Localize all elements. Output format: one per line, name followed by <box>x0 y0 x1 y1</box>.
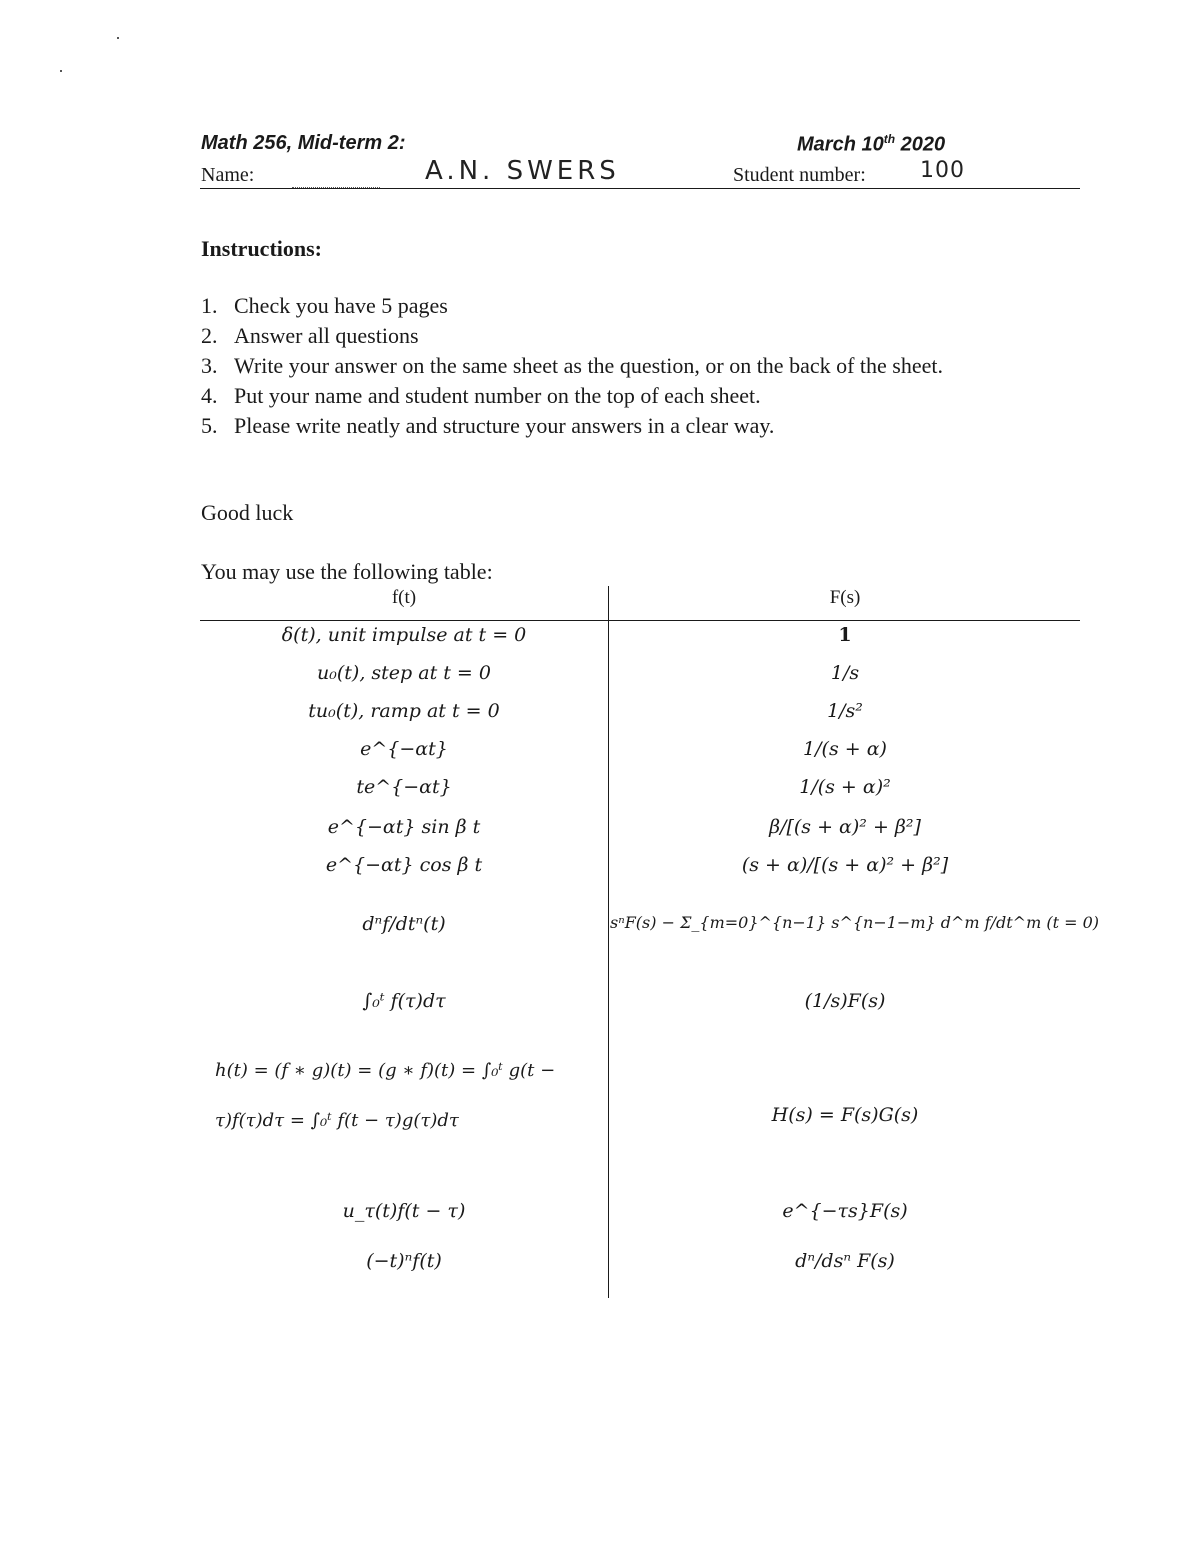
student-number-label: Student number: <box>733 164 866 186</box>
scan-speck <box>60 70 62 72</box>
list-item: 5. Please write neatly and structure your answers in a clear way. <box>201 413 775 438</box>
table-row-F-texp: 1/(s + α)² <box>799 776 891 798</box>
table-header-f: f(t) <box>391 587 417 608</box>
table-row-F-exp: 1/(s + α) <box>803 738 887 760</box>
table-intro: You may use the following table: <box>201 559 493 584</box>
table-row-f-exp: e^{−αt} <box>360 738 448 760</box>
table-header-rule <box>200 620 1080 621</box>
table-row-F-derivative: sⁿF(s) − Σ_{m=0}^{n−1} s^{n−1−m} d^m f/dt^m (t = 0) <box>610 913 1099 932</box>
good-luck: Good luck <box>201 500 294 525</box>
student-number-value: 100 <box>920 158 965 183</box>
table-row-F-cos: (s + α)/[(s + α)² + β²] <box>741 854 949 876</box>
date-main: March 10 <box>797 133 884 156</box>
exam-date <box>797 132 945 157</box>
table-row-F-shift: e^{−τs}F(s) <box>782 1200 908 1222</box>
scan-speck <box>117 37 119 39</box>
table-row-F-impulse: 1 <box>838 624 852 646</box>
table-row-F-convolution: H(s) = F(s)G(s) <box>771 1104 919 1126</box>
table-row-f-convolution: h(t) = (f ∗ g)(t) = (g ∗ f)(t) = ∫₀ᵗ g(t − τ)f(τ)dτ = ∫₀ᵗ f(t − τ)g(τ)dτ <box>215 1060 556 1131</box>
table-header-F: F(s) <box>829 587 861 608</box>
table-row-f-impulse: δ(t), unit impulse at t = 0 <box>281 624 527 646</box>
table-row-F-ramp: 1/s² <box>827 700 863 722</box>
name-label: Name: <box>201 164 255 186</box>
table-row-F-sin: β/[(s + α)² + β²] <box>769 816 921 838</box>
list-item: 4. Put your name and student number on the top of each sheet. <box>201 383 761 408</box>
table-row-F-integral: (1/s)F(s) <box>804 990 886 1012</box>
list-item: 3. Write your answer on the same sheet as the question, or on the back of the sheet. <box>201 353 944 378</box>
table-row-F-step: 1/s <box>830 662 860 684</box>
table-row-f-ramp: tu₀(t), ramp at t = 0 <box>308 700 500 722</box>
table-row-f-sin: e^{−αt} sin β t <box>327 816 481 838</box>
table-row-f-cos: e^{−αt} cos β t <box>325 854 483 876</box>
table-row-f-derivative: dⁿf/dtⁿ(t) <box>362 913 446 935</box>
table-row-f-step: u₀(t), step at t = 0 <box>317 662 491 684</box>
instructions-heading: Instructions: <box>201 236 323 261</box>
table-row-f-tpower: (−t)ⁿf(t) <box>366 1250 442 1272</box>
instructions-list <box>201 291 1081 441</box>
table-row-f-texp: te^{−αt} <box>356 776 452 798</box>
table-row-F-tpower: dⁿ/dsⁿ F(s) <box>795 1250 895 1272</box>
header-rule <box>200 188 1080 189</box>
table-column-divider <box>608 586 609 1298</box>
date-year: 2020 <box>895 133 946 156</box>
table-row-f-shift: u_τ(t)f(t − τ) <box>342 1200 466 1222</box>
name-value: A.N. SWERS <box>425 156 620 186</box>
date-sup: th <box>883 132 896 146</box>
course-title: Math 256, Mid-term 2: <box>201 132 406 154</box>
list-item: 2. Answer all questions <box>201 323 419 348</box>
list-item: 1. Check you have 5 pages <box>201 293 448 318</box>
table-row-f-integral: ∫₀ᵗ f(τ)dτ <box>362 990 446 1012</box>
